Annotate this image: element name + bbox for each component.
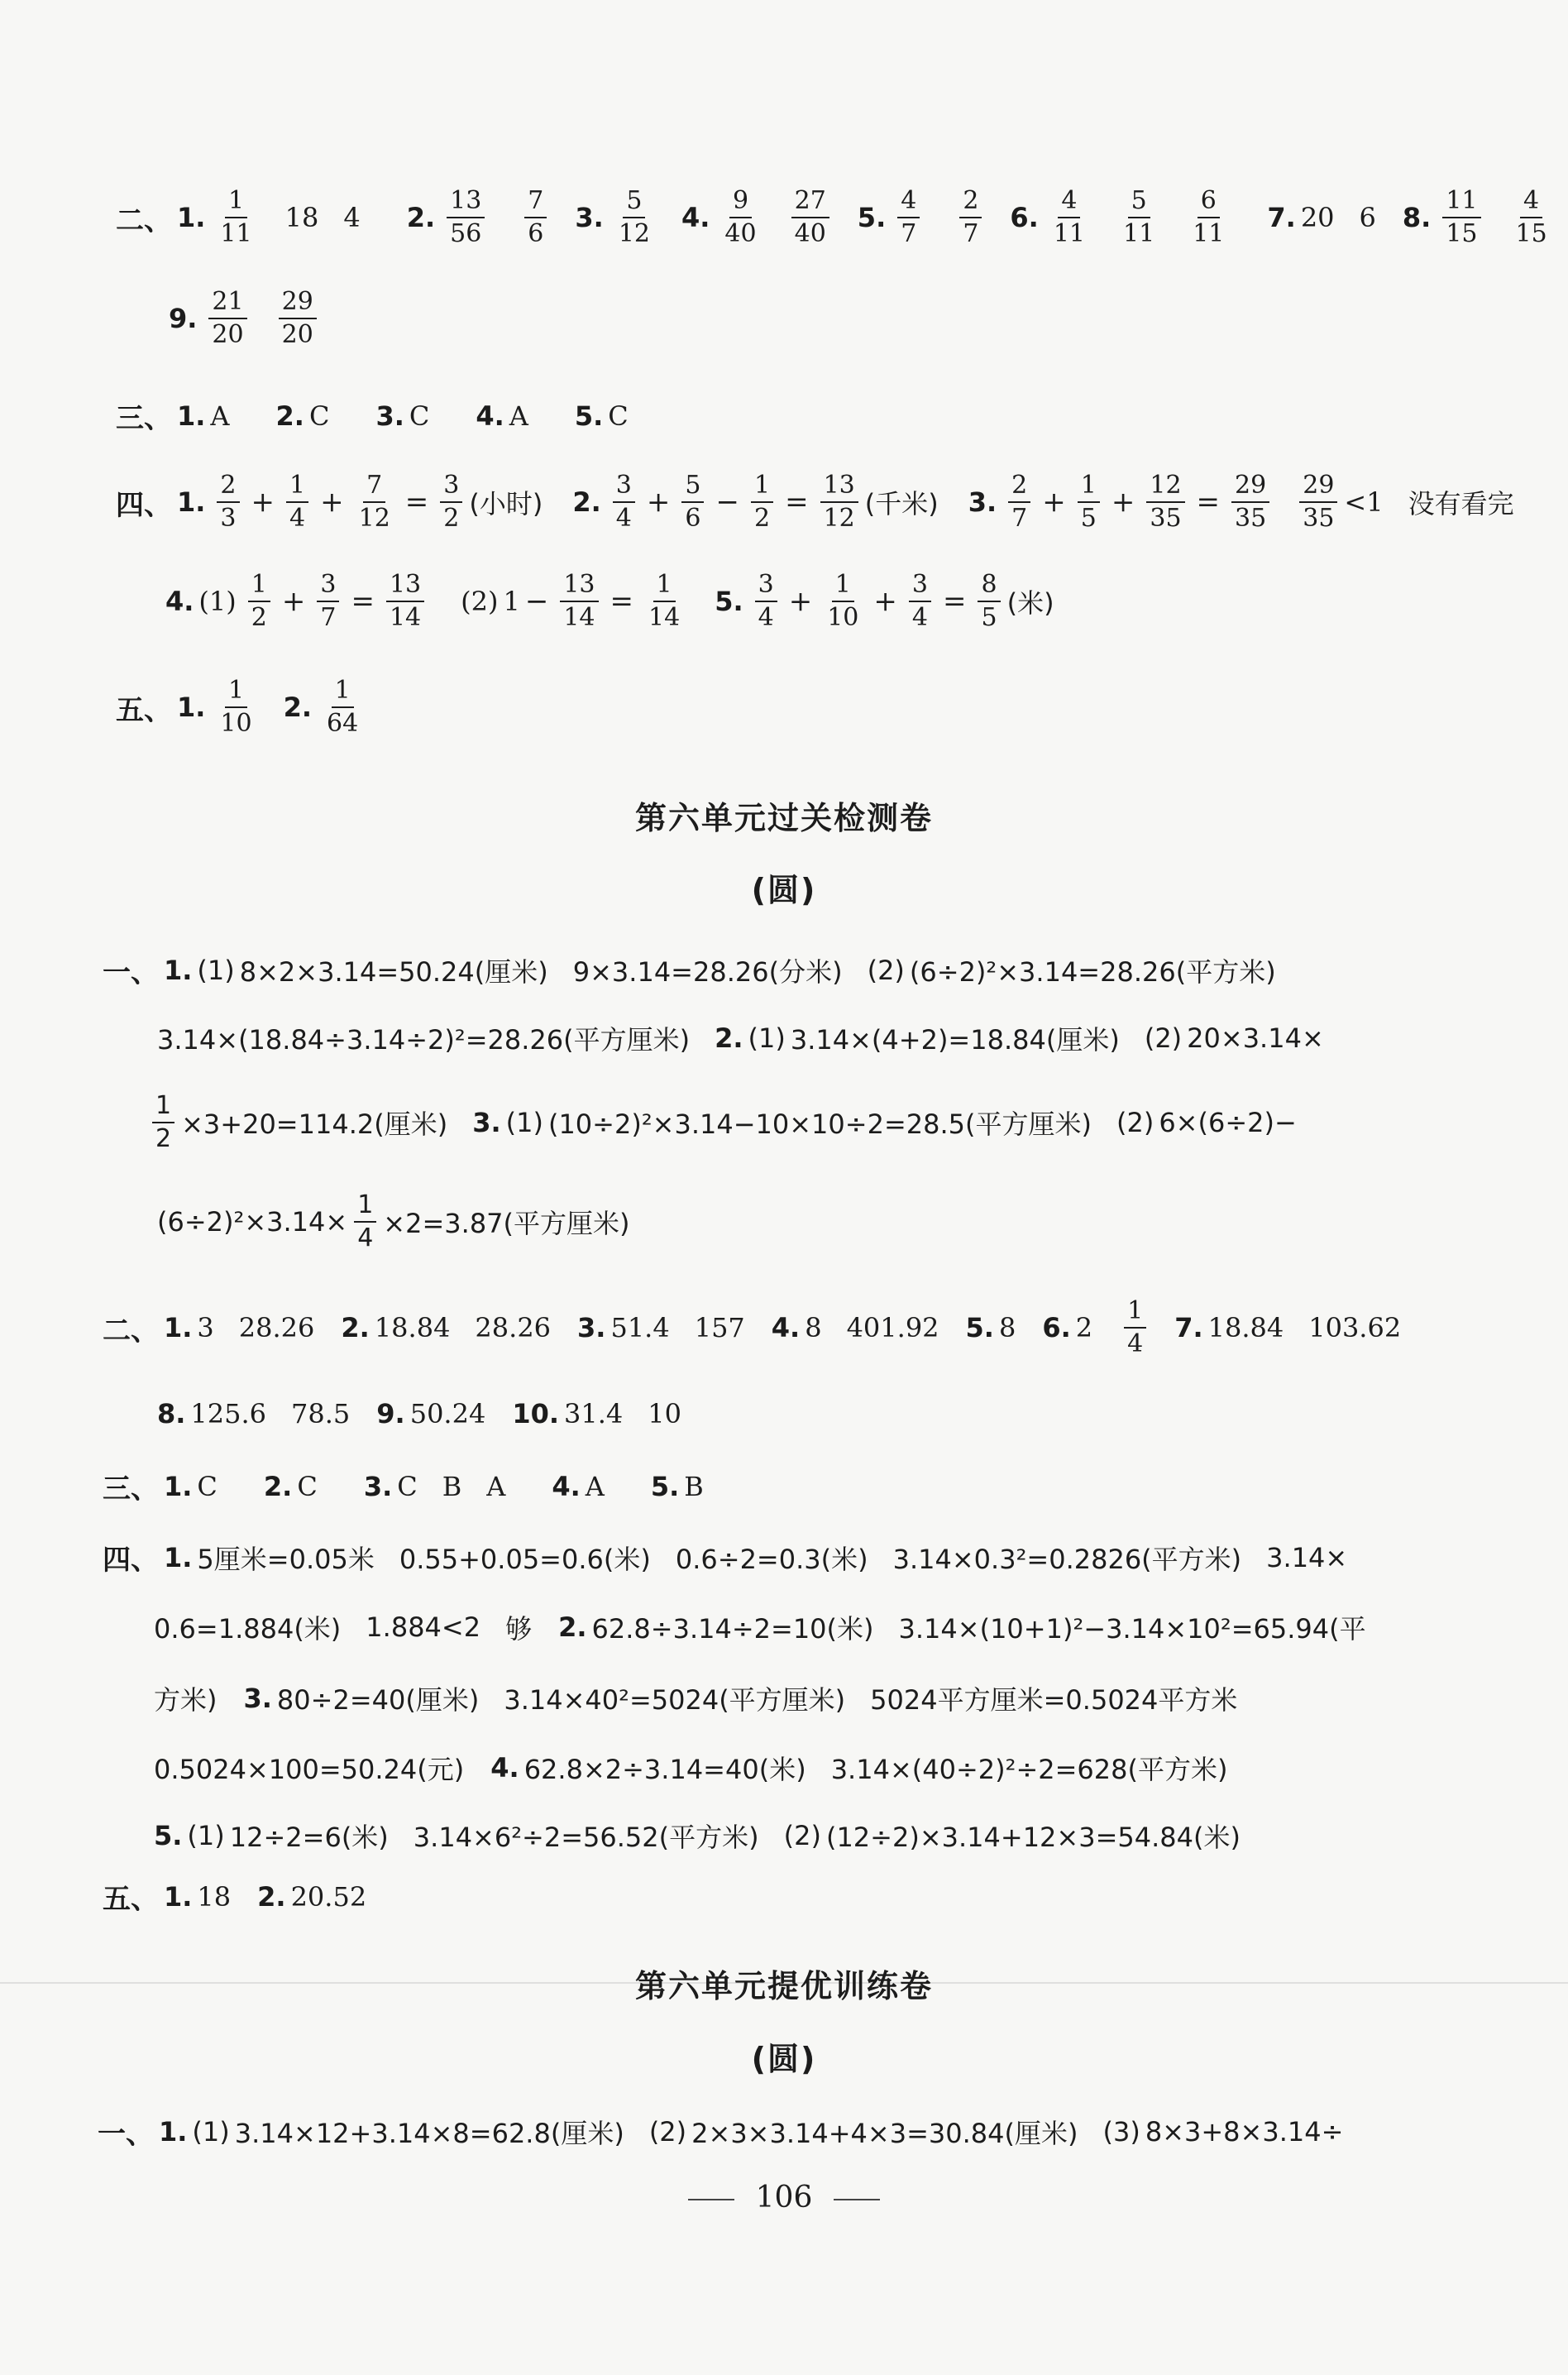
answer-line	[116, 395, 653, 436]
section-label: 三、	[103, 1472, 159, 1506]
question-number: 9.	[169, 303, 198, 334]
answer-line	[154, 1817, 1241, 1855]
fraction: $\frac{1}{4}$	[354, 1193, 376, 1251]
fraction: $\frac{12}{35}$	[1146, 473, 1184, 531]
answer-line	[116, 186, 1557, 248]
equation-text: (6÷2)²×3.14×	[157, 1206, 348, 1238]
part-label: (2)	[783, 1820, 821, 1851]
question-number: 4.	[490, 1752, 519, 1784]
section-label: 四、	[116, 488, 172, 522]
answer-line	[103, 1537, 1347, 1578]
answer-line	[116, 678, 368, 736]
unit-text: (小时)	[469, 488, 543, 520]
equation-text: 3.14×(4+2)=18.84(厘米)	[790, 1024, 1120, 1056]
fraction: $\frac{1}{2}$	[248, 572, 270, 630]
question-number: 2.	[275, 400, 304, 432]
unit-text: (千米)	[864, 488, 939, 520]
question-number: 1.	[164, 1470, 193, 1502]
equation-text: 62.8×2÷3.14=40(米)	[523, 1754, 806, 1785]
part-label: (1)	[748, 1022, 786, 1054]
equation-text: 0.5024×100=50.24(元)	[154, 1754, 465, 1785]
question-number: 1.	[177, 692, 206, 723]
part-label: (2)	[867, 954, 905, 986]
fraction: $\frac{7}{12}$	[358, 471, 390, 533]
answer-line	[157, 1398, 681, 1429]
part-label: (1)	[198, 586, 237, 617]
fraction: $\frac{8}{5}$	[978, 572, 1000, 630]
answer-value: 20	[1300, 202, 1335, 233]
fraction: $\frac{27}{40}$	[791, 189, 829, 247]
question-number: 10.	[512, 1398, 559, 1429]
part-label: (1)	[187, 1820, 225, 1851]
answer-value: A	[486, 1470, 506, 1502]
question-number: 4.	[771, 1312, 801, 1343]
question-number: 7.	[1267, 202, 1296, 233]
answer-line	[169, 287, 323, 349]
question-number: 3.	[243, 1683, 272, 1714]
fraction: $\frac{4}{15}$	[1515, 186, 1547, 248]
answer-line	[103, 1296, 1402, 1358]
question-number: 1.	[159, 2115, 188, 2148]
fraction: $\frac{29}{35}$	[1231, 473, 1269, 531]
answer-value: C	[409, 400, 430, 432]
answer-value: B	[442, 1470, 462, 1502]
fraction: $\frac{1}{2}$	[751, 473, 773, 531]
question-number: 2.	[572, 486, 601, 518]
page-number-text: 106	[755, 2181, 813, 2215]
answer-line: 四、 1. $\frac{2}{3}$ + $\frac{1}{4}$ + $\frac{7}{12}$ = $\frac{3}{2}$ (小时) 2. $\frac{3}{4}$ + $\frac{5}{6}$ − $\frac{1}{2}$ = $\frac{13}{12}$ (千米) 3. $\frac{2}{7}$ + $\frac{1}{5}$ + $\frac{12}{35}$ = $\frac{29}{35}$ $\frac{29}{35}$ <1 没有看完	[116, 471, 1514, 533]
section-label: 一、	[103, 956, 159, 989]
equation-text: 2×3×3.14+4×3=30.84(厘米)	[691, 2117, 1078, 2149]
question-number: 5.	[650, 1470, 680, 1502]
equation-text: (12÷2)×3.14+12×3=54.84(米)	[825, 1822, 1241, 1853]
equation-text: 62.8÷3.14÷2=10(米)	[591, 1613, 874, 1645]
answer-line	[98, 2111, 1343, 2152]
equation-text: (6÷2)²×3.14=28.26(平方米)	[909, 955, 1276, 988]
answer-value: 51.4	[610, 1312, 670, 1343]
answer-value: A	[509, 400, 528, 432]
answer-value: 31.4	[564, 1398, 624, 1429]
fraction: $\frac{29}{35}$	[1299, 473, 1337, 531]
answer-value: C	[197, 1470, 218, 1502]
answer-value: 18	[284, 202, 319, 233]
part-label: (2)	[1116, 1107, 1154, 1138]
answer-value: 2	[1075, 1312, 1093, 1343]
fraction: $\frac{4}{7}$	[897, 189, 920, 247]
part-label: (1)	[197, 954, 235, 986]
answer-line	[157, 1190, 630, 1252]
question-number: 1.	[164, 1312, 193, 1343]
equation-text: 3.14×12+3.14×8=62.8(厘米)	[234, 2117, 624, 2149]
section-label: 三、	[116, 402, 172, 435]
answer-value: A	[585, 1470, 605, 1502]
answer-line	[154, 1679, 1237, 1717]
fraction: $\frac{1}{14}$	[648, 570, 681, 632]
fraction: $\frac{1}{2}$	[152, 1094, 174, 1152]
equation-text: 3.14×(40÷2)²÷2=628(平方米)	[830, 1754, 1228, 1785]
question-number: 2.	[406, 202, 436, 233]
fraction: $\frac{13}{14}$	[560, 572, 598, 630]
answer-value: 1	[503, 586, 520, 617]
answer-value: 401.92	[846, 1312, 939, 1343]
equation-text: 5厘米=0.05米	[197, 1543, 375, 1575]
answer-value: 18.84	[374, 1312, 451, 1343]
answer-value: 125.6	[190, 1398, 267, 1429]
equation-text: 0.6=1.884(米)	[154, 1613, 342, 1645]
question-number: 1.	[164, 1541, 193, 1573]
equation-text: 3.14×(18.84÷3.14÷2)²=28.26(平方厘米)	[157, 1024, 691, 1056]
fraction: $\frac{21}{20}$	[208, 290, 246, 347]
question-number: 1.	[177, 400, 206, 432]
answer-line	[154, 1749, 1227, 1787]
fraction: $\frac{3}{2}$	[440, 473, 462, 531]
answer-line	[103, 1466, 729, 1506]
section-label: 一、	[98, 2118, 154, 2151]
question-number: 1.	[177, 202, 206, 233]
fraction: $\frac{5}{12}$	[618, 186, 650, 248]
question-number: 5.	[857, 202, 887, 233]
question-number: 3.	[363, 1470, 393, 1502]
answer-line: 4. (1) $\frac{1}{2}$ + $\frac{3}{7}$ = $\frac{13}{14}$ (2) 1 − $\frac{13}{14}$ = $\frac{1}{14}$ 5. $\frac{3}{4}$ + $\frac{1}{10}$ + $\frac{3}{4}$ = $\frac{8}{5}$ (米)	[165, 570, 1054, 632]
fraction: $\frac{5}{6}$	[681, 473, 704, 531]
fraction: $\frac{4}{11}$	[1053, 186, 1086, 248]
question-number: 6.	[1042, 1312, 1071, 1343]
part-label: (2)	[1144, 1022, 1183, 1054]
question-number: 2.	[558, 1611, 587, 1643]
question-number: 2.	[283, 692, 313, 723]
question-number: 4.	[165, 586, 194, 617]
question-number: 2.	[715, 1022, 743, 1054]
fraction: $\frac{2}{7}$	[959, 189, 982, 247]
equation-text: 0.6÷2=0.3(米)	[675, 1543, 868, 1575]
part-label: (1)	[505, 1107, 543, 1138]
answer-value: C	[397, 1470, 418, 1502]
equation-text: 3.14×6²÷2=56.52(平方米)	[413, 1822, 759, 1853]
answer-line	[157, 1019, 1324, 1057]
question-number: 5.	[715, 586, 743, 617]
note-text: 没有看完	[1408, 488, 1514, 520]
subtitle: (圆)	[751, 872, 817, 908]
unit-text: (米)	[1006, 587, 1054, 619]
answer-value: C	[297, 1470, 318, 1502]
compare-text: <1	[1344, 486, 1384, 518]
answer-value: 28.26	[238, 1312, 315, 1343]
question-number: 1.	[164, 1880, 193, 1913]
fraction: $\frac{2}{3}$	[217, 473, 239, 531]
answer-line	[152, 1091, 1297, 1153]
page-dash-left	[688, 2199, 734, 2200]
fraction: $\frac{7}{6}$	[524, 189, 547, 247]
question-number: 2.	[263, 1470, 293, 1502]
section-label: 五、	[103, 1883, 159, 1916]
answer-value: 50.24	[409, 1398, 486, 1429]
answer-value: 3	[197, 1312, 214, 1343]
question-number: 4.	[476, 400, 504, 432]
section-label: 二、	[116, 204, 172, 237]
page-title: 第六单元过关检测卷	[634, 800, 933, 836]
fraction: $\frac{3}{7}$	[317, 572, 339, 630]
answer-line	[103, 950, 1276, 990]
fraction: $\frac{11}{15}$	[1442, 189, 1480, 247]
fraction: $\frac{13}{14}$	[386, 572, 424, 630]
page-number	[0, 2181, 1568, 2215]
question-number: 1.	[177, 486, 206, 518]
question-number: 4.	[681, 202, 710, 233]
fraction: $\frac{3}{4}$	[909, 572, 931, 630]
question-number: 8.	[157, 1398, 186, 1429]
fraction: $\frac{1}{5}$	[1078, 473, 1100, 531]
question-number: 5.	[574, 400, 604, 432]
equation-text: 20×3.14×	[1187, 1022, 1324, 1054]
answer-line	[103, 1876, 366, 1917]
page-dash-right	[834, 2199, 880, 2200]
answer-value: 10	[648, 1398, 681, 1429]
part-label: (2)	[461, 586, 499, 617]
fraction: $\frac{2}{7}$	[1008, 473, 1030, 531]
question-number: 1.	[164, 954, 193, 986]
section-label: 四、	[103, 1544, 159, 1577]
equation-text: 9×3.14=28.26(分米)	[572, 955, 843, 988]
fraction: $\frac{1}{4}$	[1124, 1299, 1146, 1357]
fraction: $\frac{9}{40}$	[724, 186, 757, 248]
equation-text: 8×3+8×3.14÷	[1145, 2115, 1344, 2148]
equation-text: 3.14×40²=5024(平方厘米)	[504, 1684, 846, 1716]
equation-text: 1.884<2	[366, 1611, 481, 1643]
equation-text: 3.14×0.3²=0.2826(平方米)	[892, 1543, 1242, 1575]
answer-value: B	[684, 1470, 704, 1502]
answer-value: 4	[343, 202, 361, 233]
equation-text: ×3+20=114.2(厘米)	[181, 1108, 448, 1140]
fraction: $\frac{13}{12}$	[820, 473, 858, 531]
equation-text: 0.55+0.05=0.6(米)	[399, 1543, 651, 1575]
equation-text: 12÷2=6(米)	[229, 1822, 389, 1853]
answer-value: 8	[998, 1312, 1016, 1343]
section-label: 二、	[103, 1314, 159, 1348]
answer-value: 18.84	[1207, 1312, 1284, 1343]
fraction: $\frac{6}{11}$	[1193, 186, 1225, 248]
equation-text: 方米)	[154, 1684, 218, 1716]
equation-text: 5024平方厘米=0.5024平方米	[870, 1684, 1238, 1716]
part-label: (2)	[648, 2115, 687, 2148]
question-number: 7.	[1174, 1312, 1203, 1343]
question-number: 2.	[341, 1312, 370, 1343]
fraction: $\frac{1}{10}$	[220, 676, 252, 738]
answer-value: C	[608, 400, 629, 432]
equation-text: ×2=3.87(平方厘米)	[383, 1208, 630, 1239]
question-number: 5.	[154, 1820, 183, 1851]
answer-value: 18	[197, 1880, 232, 1913]
equation-text: 3.14×(10+1)²−3.14×10²=65.94(平	[898, 1613, 1366, 1645]
answer-value: 8	[805, 1312, 822, 1343]
answer-value: 6	[1359, 202, 1376, 233]
question-number: 3.	[968, 486, 997, 518]
question-number: 5.	[965, 1312, 994, 1343]
fraction: $\frac{1}{4}$	[286, 473, 308, 531]
equation-text: 3.14×	[1266, 1541, 1348, 1573]
answer-value: 28.26	[475, 1312, 552, 1343]
fraction: $\frac{1}{11}$	[220, 186, 252, 248]
answer-value: 103.62	[1308, 1312, 1402, 1343]
fraction: $\frac{3}{4}$	[613, 473, 635, 531]
part-label: (1)	[192, 2115, 230, 2148]
question-number: 3.	[577, 1312, 606, 1343]
equation-text: 8×2×3.14=50.24(厘米)	[239, 955, 548, 988]
answer-value: A	[210, 400, 230, 432]
fraction: $\frac{5}{11}$	[1123, 186, 1155, 248]
answer-line	[154, 1608, 1366, 1646]
question-number: 6.	[1010, 202, 1039, 233]
question-number: 2.	[257, 1880, 286, 1913]
equation-text: 够	[505, 1613, 533, 1645]
answer-value: 78.5	[291, 1398, 351, 1429]
question-number: 8.	[1402, 202, 1432, 233]
fraction: $\frac{29}{20}$	[279, 290, 317, 347]
part-label: (3)	[1102, 2115, 1140, 2148]
question-number: 3.	[472, 1107, 501, 1138]
equation-text: 6×(6÷2)−	[1159, 1107, 1297, 1138]
fraction: $\frac{1}{64}$	[327, 676, 359, 738]
fraction: $\frac{1}{10}$	[827, 570, 859, 632]
question-number: 9.	[376, 1398, 405, 1429]
answer-value: 157	[694, 1312, 745, 1343]
section-label: 五、	[116, 693, 172, 727]
question-number: 3.	[375, 400, 404, 432]
fraction: $\frac{13}{56}$	[447, 189, 485, 247]
equation-text: (10÷2)²×3.14−10×10÷2=28.5(平方厘米)	[547, 1108, 1092, 1140]
answer-value: 20.52	[290, 1880, 367, 1913]
answer-value: C	[308, 400, 330, 432]
fraction: $\frac{3}{4}$	[755, 572, 777, 630]
equation-text: 80÷2=40(厘米)	[276, 1684, 480, 1716]
subtitle: (圆)	[751, 2041, 817, 2077]
question-number: 4.	[552, 1470, 581, 1502]
page-title: 第六单元提优训练卷	[634, 1968, 933, 2004]
question-number: 3.	[575, 202, 604, 233]
